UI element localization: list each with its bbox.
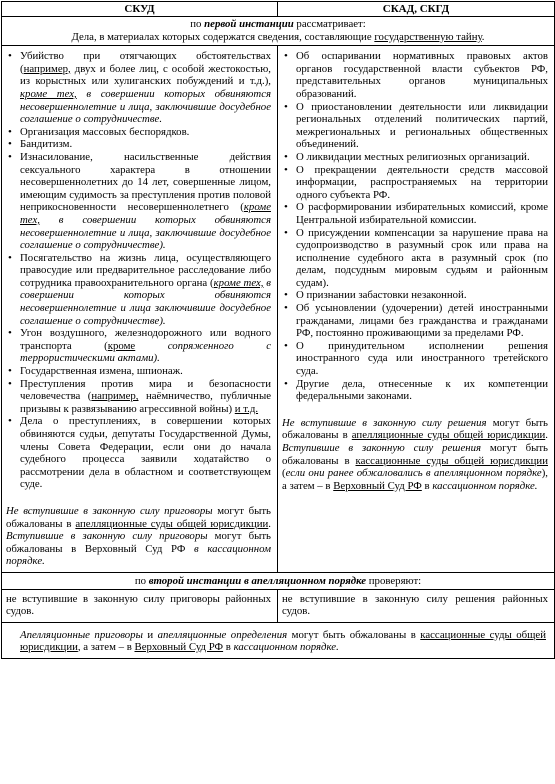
intro-text: по xyxy=(190,18,205,30)
second-instance-text: по xyxy=(134,574,149,587)
list-item: • Преступления против мира и безопасности человечества (например, наёмничество, публичные призывы к развязыванию агрессивной войны) и т.д. xyxy=(20,378,271,416)
list-item: • Изнасилование, насильственные действия сексуального характера в отношении несовершеннолетних до 14 лет, совершенные лицом, имеющим судимость за преступления против половой неприкосновенности несовершеннолетнего (кроме тех, в совершении которых обвиняются несовершеннолетние и лица, заключившие досудебное соглашение о сотрудничестве). xyxy=(20,151,271,252)
skad-appeal-note: Не вступившие в законную силу решения могут быть обжалованы в апелляционные суды общей юрисдикции. Вступившие в законную силу решения могут быть обжалованы в кассационные суды общей юрисдикции (если они ранее обжаловались в апелляционном порядке), а затем – в Верховный Суд РФ в кассационном порядке. xyxy=(282,416,548,492)
state-secret-term: государственную тайну xyxy=(374,30,482,43)
list-item: • Угон воздушного, железнодорожного или водного транспорта (кроме сопряженного с террористическими актами). xyxy=(20,327,271,365)
list-item: • О приостановлении деятельности или ликвидации региональных отделений политических партий, межрегиональных и региональных общественных объединений. xyxy=(296,101,548,151)
skud-case-list xyxy=(6,50,271,491)
first-instance-row xyxy=(2,17,555,46)
skud-second-instance-cell: не вступившие в законную силу приговоры районных судов. xyxy=(2,589,278,622)
second-instance-text: проверяют: xyxy=(366,574,422,587)
skad-competence-cell xyxy=(278,46,555,573)
period: . xyxy=(481,30,485,43)
skud-appeal-note: Не вступившие в законную силу приговоры могут быть обжалованы в апелляционные суды общей юрисдикции. Вступившие в законную силу приговоры могут быть обжалованы в Верховный Суд РФ в кассационном порядке. xyxy=(6,504,271,568)
list-item: • Посягательство на жизнь лица, осуществляющего правосудие или предварительное расследование либо сотрудника правоохранительного органа (кроме тех, в совершении которых обвиняются несовершеннолетние и лица заключившие досудебное соглашение о сотрудничестве). xyxy=(20,252,271,328)
list-item: • Бандитизм. xyxy=(20,138,271,151)
list-item: • О принудительном исполнении решения иностранного суда или иностранного третейского суда. xyxy=(296,340,548,378)
list-item: • О признании забастовки незаконной. xyxy=(296,289,548,302)
jurisdiction-table xyxy=(1,1,555,659)
first-instance-intro xyxy=(8,18,548,31)
list-item: • Убийство при отягчающих обстоятельствах (например, двух и более лиц, с особой жестокостью, из корыстных или хулиганских побуждений и т.д.), кроме тех, в совершении которых обвиняются несовершеннолетние и лица, заключившие досудебное соглашение о сотрудничестве. xyxy=(20,50,271,126)
skad-second-instance-cell: не вступившие в законную силу решения районных судов. xyxy=(278,589,555,622)
state-secret-text: Дела, в материалах которых содержатся сведения, составляющие xyxy=(71,30,375,43)
list-item: • Дела о преступлениях, в совершении которых обвиняются судьи, депутаты Государственной Думы, члены Совета Федерации, если они до начала судебного процесса заявили ходатайство о рассмотрении дела в областном и соответствующем суде. xyxy=(20,415,271,491)
list-item: • Об оспаривании нормативных правовых актов органов государственной власти субъектов РФ, представительных органов муниципальных образований. xyxy=(296,50,548,100)
list-item: • О ликвидации местных религиозных организаций. xyxy=(296,151,548,164)
list-item: • О прекращении деятельности средств массовой информации, распространяемых на территории одного субъекта РФ. xyxy=(296,164,548,202)
state-secret-line xyxy=(8,31,548,44)
list-item: • О расформировании избирательных комиссий, кроме Центральной избирательной комиссии. xyxy=(296,201,548,226)
cassation-note-row: Апелляционные приговоры и апелляционные определения могут быть обжалованы в кассационные суды общей юрисдикции, а затем – в Верховный Суд РФ в кассационном порядке. xyxy=(2,622,555,658)
skad-case-list xyxy=(282,50,548,403)
list-item: • Об усыновлении (удочерении) детей иностранными гражданами, лицами без гражданства и гражданами РФ, постоянно проживающими за пределами РФ. xyxy=(296,302,548,340)
header-skud: СКУД xyxy=(2,2,278,17)
second-instance-row xyxy=(2,572,555,589)
list-item: • Другие дела, отнесенные к их компетенции федеральными законами. xyxy=(296,378,548,403)
intro-text: рассматривает: xyxy=(293,18,366,30)
header-skad-skgd: СКАД, СКГД xyxy=(278,2,555,17)
second-instance-emphasis: второй инстанции в апелляционном порядке xyxy=(148,574,367,587)
skud-competence-cell xyxy=(2,46,278,573)
intro-emphasis: первой инстанции xyxy=(204,18,294,30)
list-item: • О присуждении компенсации за нарушение права на судопроизводство в разумный срок или права на исполнение судебного акта в разумный срок (по делам, подсудным мировым судьям и районным судам). xyxy=(296,227,548,290)
list-item: • Государственная измена, шпионаж. xyxy=(20,365,271,378)
list-item: • Организация массовых беспорядков. xyxy=(20,126,271,139)
